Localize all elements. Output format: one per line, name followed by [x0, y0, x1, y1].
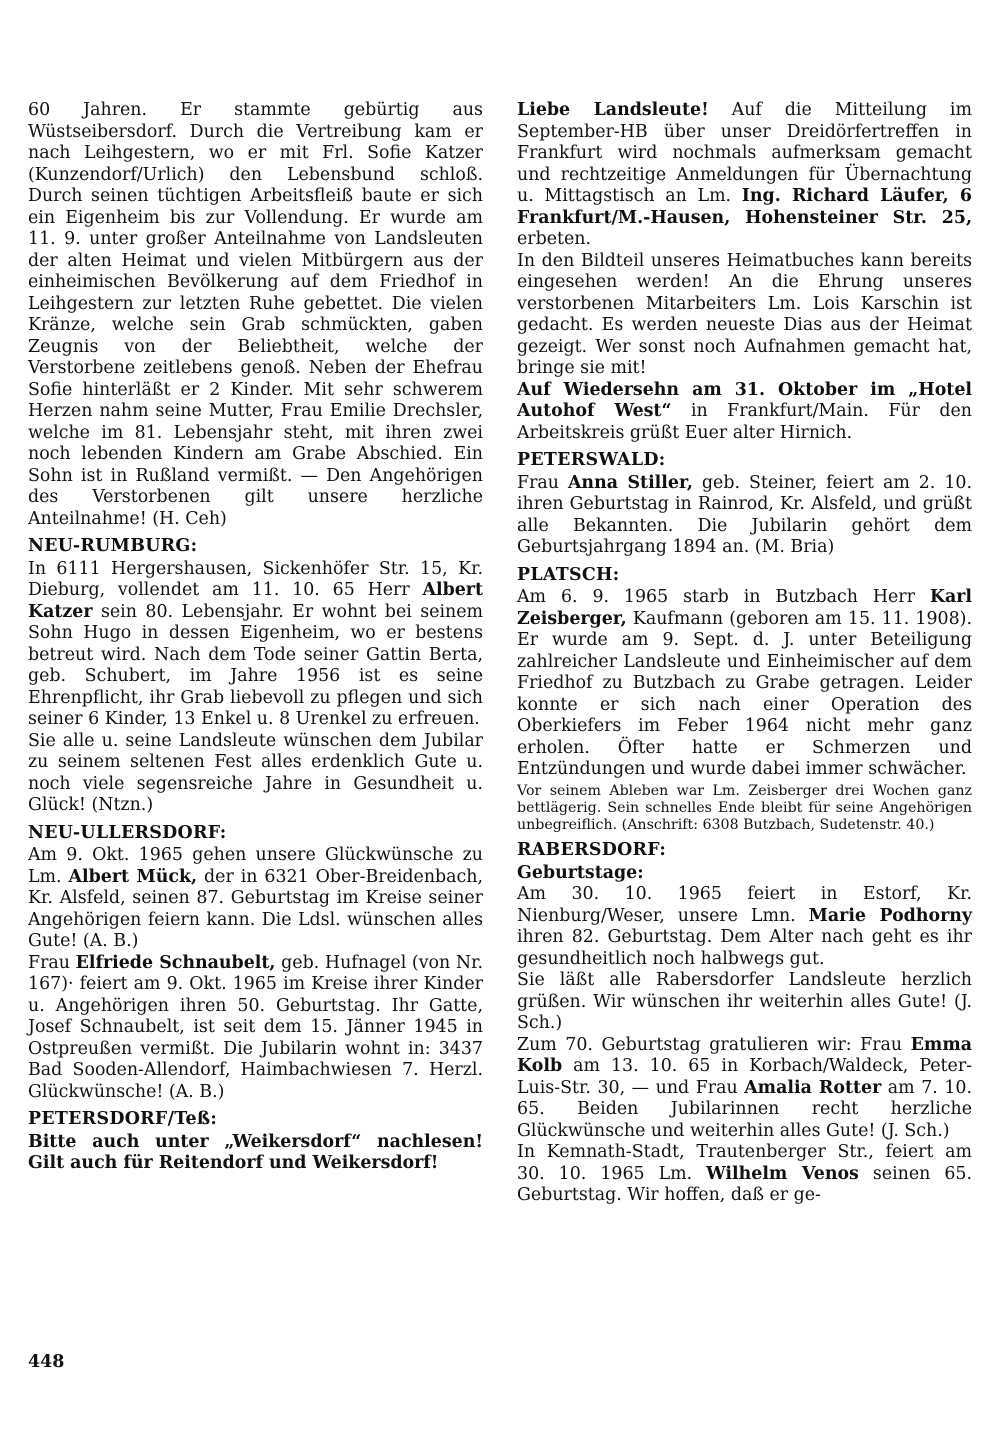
platsch-paragraph: Am 6. 9. 1965 starb in Butzbach Herr Karl Zeisberger, Kaufmann (geboren am 15. 11. 1908). Er wurde am 9. Sept. d. J. unter Beteiligung zahlreicher Landsleute und Einheimischer auf dem Friedhof zu Butzbach zu Grabe getragen. Leider konnte er sich nach einer Operation des Oberkiefers im Feber 1964 nicht mehr ganz erholen. Öfter hatte er Schmerzen und Entzündungen und wurde dabei immer schwächer.	[517, 587, 972, 779]
left-column	[28, 100, 483, 1175]
rabersdorf-paragraph: Am 30. 10. 1965 feiert in Estorf, Kr. Nienburg/Weser, unsere Lmn. Marie Podhorny ihren 82. Geburtstag. Dem Alter nach geht es ihr gesundheitlich noch halbwegs gut.	[517, 884, 972, 969]
page-number: 448	[28, 1352, 65, 1372]
person-name: Wilhelm Venos	[706, 1163, 859, 1184]
platsch-small-print: Vor seinem Ableben war Lm. Zeisberger drei Wochen ganz bettlägerig. Sein schnelles Ende bleibt für seine Angehörigen unbegreiflich. (Anschrift: 6308 Butzbach, Sudetenstr. 40.)	[517, 782, 972, 833]
person-name: Amalia Rotter	[744, 1077, 882, 1098]
person-name: Albert Mück,	[68, 866, 198, 887]
peterswald-paragraph: Frau Anna Stiller, geb. Steiner, feiert am 2. 10. ihren Geburtstag in Rainrod, Kr. Alsfeld, und grüßt alle Bekannten. Die Jubilarin gehört dem Geburtsjahrgang 1894 an. (M. Bria)	[517, 472, 973, 557]
neu-ullersdorf-paragraph: Am 9. Okt. 1965 gehen unsere Glückwünsche zu Lm. Albert Mück, der in 6321 Ober-Breidenbach, Kr. Alsfeld, seinen 87. Geburtstag im Kreise seiner Angehörigen feiern kann. Die Ldsl. wünschen alles Gute! (A. B.)	[28, 845, 483, 951]
neu-ullersdorf-paragraph-2: Frau Elfriede Schnaubelt, geb. Hufnagel (von Nr. 167)· feiert am 9. Okt. 1965 im Kreise ihrer Kinder u. Angehörigen ihren 50. Geburtstag. Ihr Gatte, Josef Schnaubelt, ist seit dem 15. Jänner 1945 in Ostpreußen vermißt. Die Jubilarin wohnt in: 3437 Bad Sooden-Allendorf, Haimbachwiesen 7. Herzl. Glückwünsche! (A. B.)	[28, 952, 484, 1102]
right-column	[517, 100, 972, 1207]
person-name: Elfriede Schnaubelt,	[75, 952, 276, 973]
subheading-geburtstage: Geburtstage:	[517, 862, 644, 883]
neu-rumburg-wishes: Sie alle u. seine Landsleute wünschen dem Jubilar zu seinem seltenen Fest alles erdenklich Gute u. noch viele segensreiche Jahre in Gesundheit u. Glück! (Ntzn.)	[28, 730, 483, 815]
meeting-notice: Liebe Landsleute! Auf die Mitteilung im September-HB über unser Dreidörfertreffen in Frankfurt wird nochmals aufmerksam gemacht und rechtzeitige Anmeldungen für Übernachtung u. Mittagstisch an Lm. Ing. Richard Läufer, 6 Frankfurt/M.-Hausen, Hohensteiner Str. 25, erbeten.	[517, 100, 973, 249]
person-name: Emma Kolb	[517, 1034, 972, 1077]
obituary-paragraph: 60 Jahren. Er stammte gebürtig aus Wüstseibersdorf. Durch die Vertreibung kam er nach Leihgestern, wo er mit Frl. Sofie Katzer (Kunzendorf/Urlich) den Lebensbund schloß. Durch seinen tüchtigen Arbeitsfleiß baute er sich ein Eigenheim bis zur Vollendung. Er wurde am 11. 9. unter großer Anteilnahme von Landsleuten der alten Heimat und vielen Mitbürgern aus der einheimischen Bevölkerung auf dem Friedhof in Leihgestern zur letzten Ruhe gebettet. Die vielen Kränze, welche sein Grab schmückten, gaben Zeugnis von der Beliebtheit, welche der Verstorbene zeitlebens genoß. Neben der Ehefrau Sofie hinterläßt er 2 Kinder. Mit sehr schwerem Herzen nahm seine Mutter, Frau Emilie Drechsler, welche im 81. Lebensjahr steht, mit ihren zwei noch lebenden Kindern am Grabe Abschied. Ein Sohn ist in Rußland vermißt. — Den Angehörigen des Verstorbenen gilt unsere herzliche Anteilnahme! (H. Ceh)	[28, 100, 483, 529]
section-heading-petersdorf: PETERSDORF/Teß:	[28, 1109, 218, 1129]
rabersdorf-paragraph-2: Sie läßt alle Rabersdorfer Landsleute herzlich grüßen. Wir wünschen ihr weiterhin alles Gute! (J. Sch.)	[517, 970, 972, 1034]
meeting-details: In den Bildteil unseres Heimatbuches kann bereits eingesehen werden! An die Ehrung unseres verstorbenen Mitarbeiters Lm. Lois Karschin ist gedacht. Es werden neueste Dias aus der Heimat gezeigt. Wer sonst noch Aufnahmen gemacht hat, bringe sie mit!	[517, 250, 972, 378]
person-name: Anna Stiller,	[567, 472, 693, 493]
person-name: Albert Katzer	[28, 580, 483, 622]
section-heading-neu-rumburg: NEU-RUMBURG:	[28, 536, 198, 556]
section-heading-platsch: PLATSCH:	[517, 564, 620, 585]
contact-name: Ing. Richard Läufer, 6 Frankfurt/M.-Hausen, Hohensteiner Str. 25,	[517, 186, 973, 228]
person-name: Marie Podhorny	[808, 905, 972, 926]
rabersdorf-paragraph-4: In Kemnath-Stadt, Trautenberger Str., feiert am 30. 10. 1965 Lm. Wilhelm Venos seinen 65. Geburtstag. Wir hoffen, daß er ge-	[517, 1142, 973, 1206]
person-name: Karl Zeisberger,	[517, 587, 972, 629]
rabersdorf-paragraph-3: Zum 70. Geburtstag gratulieren wir: Frau Emma Kolb am 13. 10. 65 in Korbach/Waldeck, Peter-Luis-Str. 30, — und Frau Amalia Rotter am 7. 10. 65. Beiden Jubilarinnen recht herzliche Glückwünsche und weiterhin alles Gute! (J. Sch.)	[517, 1034, 973, 1141]
section-heading-neu-ullersdorf: NEU-ULLERSDORF:	[28, 822, 227, 843]
meeting-date: Auf Wiedersehn am 31. Oktober im „Hotel Autohof West“ in Frankfurt/Main. Für den Arbeitskreis grüßt Euer alter Hirnich.	[517, 379, 972, 443]
section-heading-peterswald: PETERSWALD:	[517, 450, 666, 470]
section-heading-rabersdorf: RABERSDORF:	[517, 840, 667, 861]
neu-rumburg-paragraph: In 6111 Hergershausen, Sickenhöfer Str. 15, Kr. Dieburg, vollendet am 11. 10. 65 Herr Albert Katzer sein 80. Lebensjahr. Er wohnt bei seinem Sohn Hugo in dessen Eigenheim, wo er bestens betreut wird. Nach dem Tode seiner Gattin Berta, geb. Schubert, im Jahre 1956 ist es seine Ehrenpflicht, ihr Grab liebevoll zu pflegen und sich seiner 6 Kinder, 13 Enkel u. 8 Urenkel zu erfreuen.	[28, 558, 483, 729]
petersdorf-notice: Bitte auch unter „Weikersdorf“ nachlesen! Gilt auch für Reitendorf und Weikersdorf!	[28, 1131, 483, 1173]
